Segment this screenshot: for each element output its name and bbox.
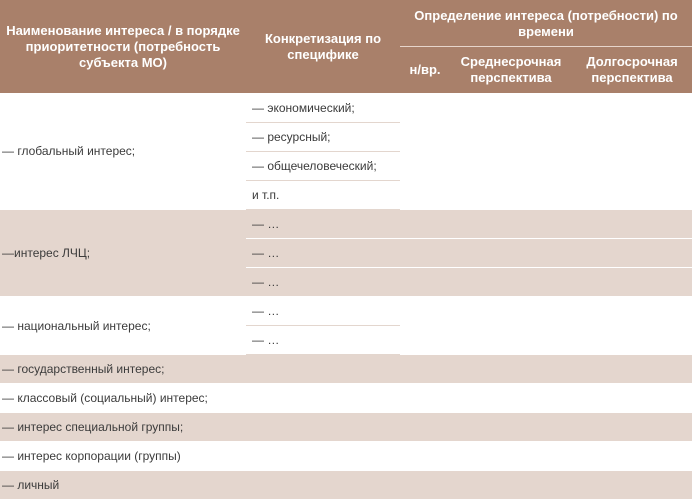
short-term-cell — [400, 210, 450, 239]
specification-cell: — ресурсный; — [246, 123, 400, 152]
specification-cell: — … — [246, 326, 400, 355]
table-row — [0, 442, 692, 471]
long-term-cell — [572, 297, 692, 326]
short-term-cell — [400, 123, 450, 152]
interest-name-cell: — личный — [0, 471, 692, 500]
specification-cell: — экономический; — [246, 93, 400, 123]
interest-name-cell: — глобальный интерес; — [0, 93, 246, 210]
table-row — [0, 384, 692, 413]
table-row — [0, 210, 692, 239]
specification-cell: — … — [246, 268, 400, 297]
header-short-term: н/вр. — [400, 47, 450, 94]
short-term-cell — [400, 239, 450, 268]
short-term-cell — [400, 93, 450, 123]
long-term-cell — [572, 93, 692, 123]
short-term-cell — [400, 152, 450, 181]
table-row — [0, 355, 692, 384]
header-long-term: Долгосрочная перспектива — [572, 47, 692, 94]
table-row — [0, 471, 692, 500]
header-time-definition: Определение интереса (потребности) по времени — [400, 0, 692, 47]
short-term-cell — [400, 326, 450, 355]
mid-term-cell — [450, 181, 572, 210]
table-header — [0, 0, 692, 93]
specification-cell: — … — [246, 297, 400, 326]
mid-term-cell — [450, 210, 572, 239]
interest-name-cell: — интерес специальной группы; — [0, 413, 692, 442]
table-row — [0, 413, 692, 442]
specification-cell: — … — [246, 210, 400, 239]
specification-cell: и т.п. — [246, 181, 400, 210]
short-term-cell — [400, 268, 450, 297]
mid-term-cell — [450, 123, 572, 152]
long-term-cell — [572, 123, 692, 152]
mid-term-cell — [450, 93, 572, 123]
mid-term-cell — [450, 297, 572, 326]
interest-name-cell: — государственный интерес; — [0, 355, 692, 384]
mid-term-cell — [450, 152, 572, 181]
long-term-cell — [572, 239, 692, 268]
table-row — [0, 93, 692, 123]
interest-name-cell: — национальный интерес; — [0, 297, 246, 355]
header-interest-name: Наименование интереса / в порядке приоритетности (потребность субъекта МО) — [0, 0, 246, 93]
long-term-cell — [572, 268, 692, 297]
short-term-cell — [400, 297, 450, 326]
mid-term-cell — [450, 239, 572, 268]
interest-name-cell: — классовый (социальный) интерес; — [0, 384, 692, 413]
interest-name-cell: —интерес ЛЧЦ; — [0, 210, 246, 297]
specification-cell: — … — [246, 239, 400, 268]
long-term-cell — [572, 210, 692, 239]
table-body — [0, 93, 692, 500]
long-term-cell — [572, 326, 692, 355]
mid-term-cell — [450, 326, 572, 355]
long-term-cell — [572, 152, 692, 181]
interest-name-cell: — интерес корпорации (группы) — [0, 442, 692, 471]
short-term-cell — [400, 181, 450, 210]
long-term-cell — [572, 181, 692, 210]
table-row — [0, 297, 692, 326]
specification-cell: — общечеловеческий; — [246, 152, 400, 181]
header-mid-term: Среднесрочная перспектива — [450, 47, 572, 94]
header-specification: Конкретизация по специфике — [246, 0, 400, 93]
mid-term-cell — [450, 268, 572, 297]
